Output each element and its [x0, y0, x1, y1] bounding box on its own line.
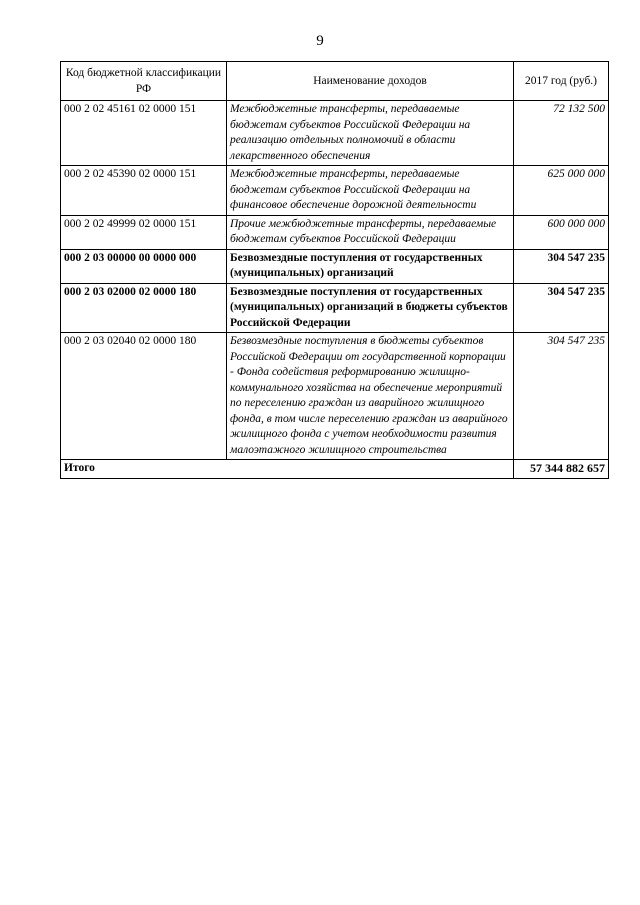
table-row: [61, 333, 609, 460]
total-label: Итого: [61, 460, 514, 479]
row-name: Межбюджетные трансферты, передаваемые бюджетам субъектов Российской Федерации на реализацию отдельных полномочий в области лекарственного обеспечения: [227, 101, 514, 166]
row-amount: 304 547 235: [514, 249, 609, 283]
row-amount: 304 547 235: [514, 283, 609, 333]
table-row: [61, 101, 609, 166]
header-code: Код бюджетной классификации РФ: [61, 62, 227, 101]
row-code: 000 2 03 00000 00 0000 000: [61, 249, 227, 283]
row-amount: 304 547 235: [514, 333, 609, 460]
table-row: [61, 166, 609, 216]
row-amount: 600 000 000: [514, 215, 609, 249]
row-amount: 625 000 000: [514, 166, 609, 216]
revenue-table: [60, 61, 609, 479]
row-code: 000 2 03 02040 02 0000 180: [61, 333, 227, 460]
row-amount: 72 132 500: [514, 101, 609, 166]
table-row: [61, 215, 609, 249]
header-amount: 2017 год (руб.): [514, 62, 609, 101]
table-row-bold: [61, 283, 609, 333]
row-name: Межбюджетные трансферты, передаваемые бюджетам субъектов Российской Федерации на финансовое обеспечение дорожной деятельности: [227, 166, 514, 216]
row-code: 000 2 02 49999 02 0000 151: [61, 215, 227, 249]
row-name: Безвозмездные поступления от государственных (муниципальных) организаций в бюджеты субъектов Российской Федерации: [227, 283, 514, 333]
total-amount: 57 344 882 657: [514, 460, 609, 479]
table-header-row: [61, 62, 609, 101]
row-name: Безвозмездные поступления от государственных (муниципальных) организаций: [227, 249, 514, 283]
table-row-bold: [61, 249, 609, 283]
header-name: Наименование доходов: [227, 62, 514, 101]
row-name: Прочие межбюджетные трансферты, передаваемые бюджетам субъектов Российской Федерации: [227, 215, 514, 249]
total-row: [61, 460, 609, 479]
row-code: 000 2 02 45390 02 0000 151: [61, 166, 227, 216]
row-code: 000 2 02 45161 02 0000 151: [61, 101, 227, 166]
row-code: 000 2 03 02000 02 0000 180: [61, 283, 227, 333]
row-name: Безвозмездные поступления в бюджеты субъектов Российской Федерации от государственной корпорации - Фонда содействия реформированию жилищно-коммунального хозяйства на обеспечение мероприятий по переселению граждан из аварийного жилищного фонда, в том числе переселению граждан из аварийного жилищного фонда с учетом необходимости развития малоэтажного жилищного строительства: [227, 333, 514, 460]
page-number: 9: [316, 33, 324, 49]
